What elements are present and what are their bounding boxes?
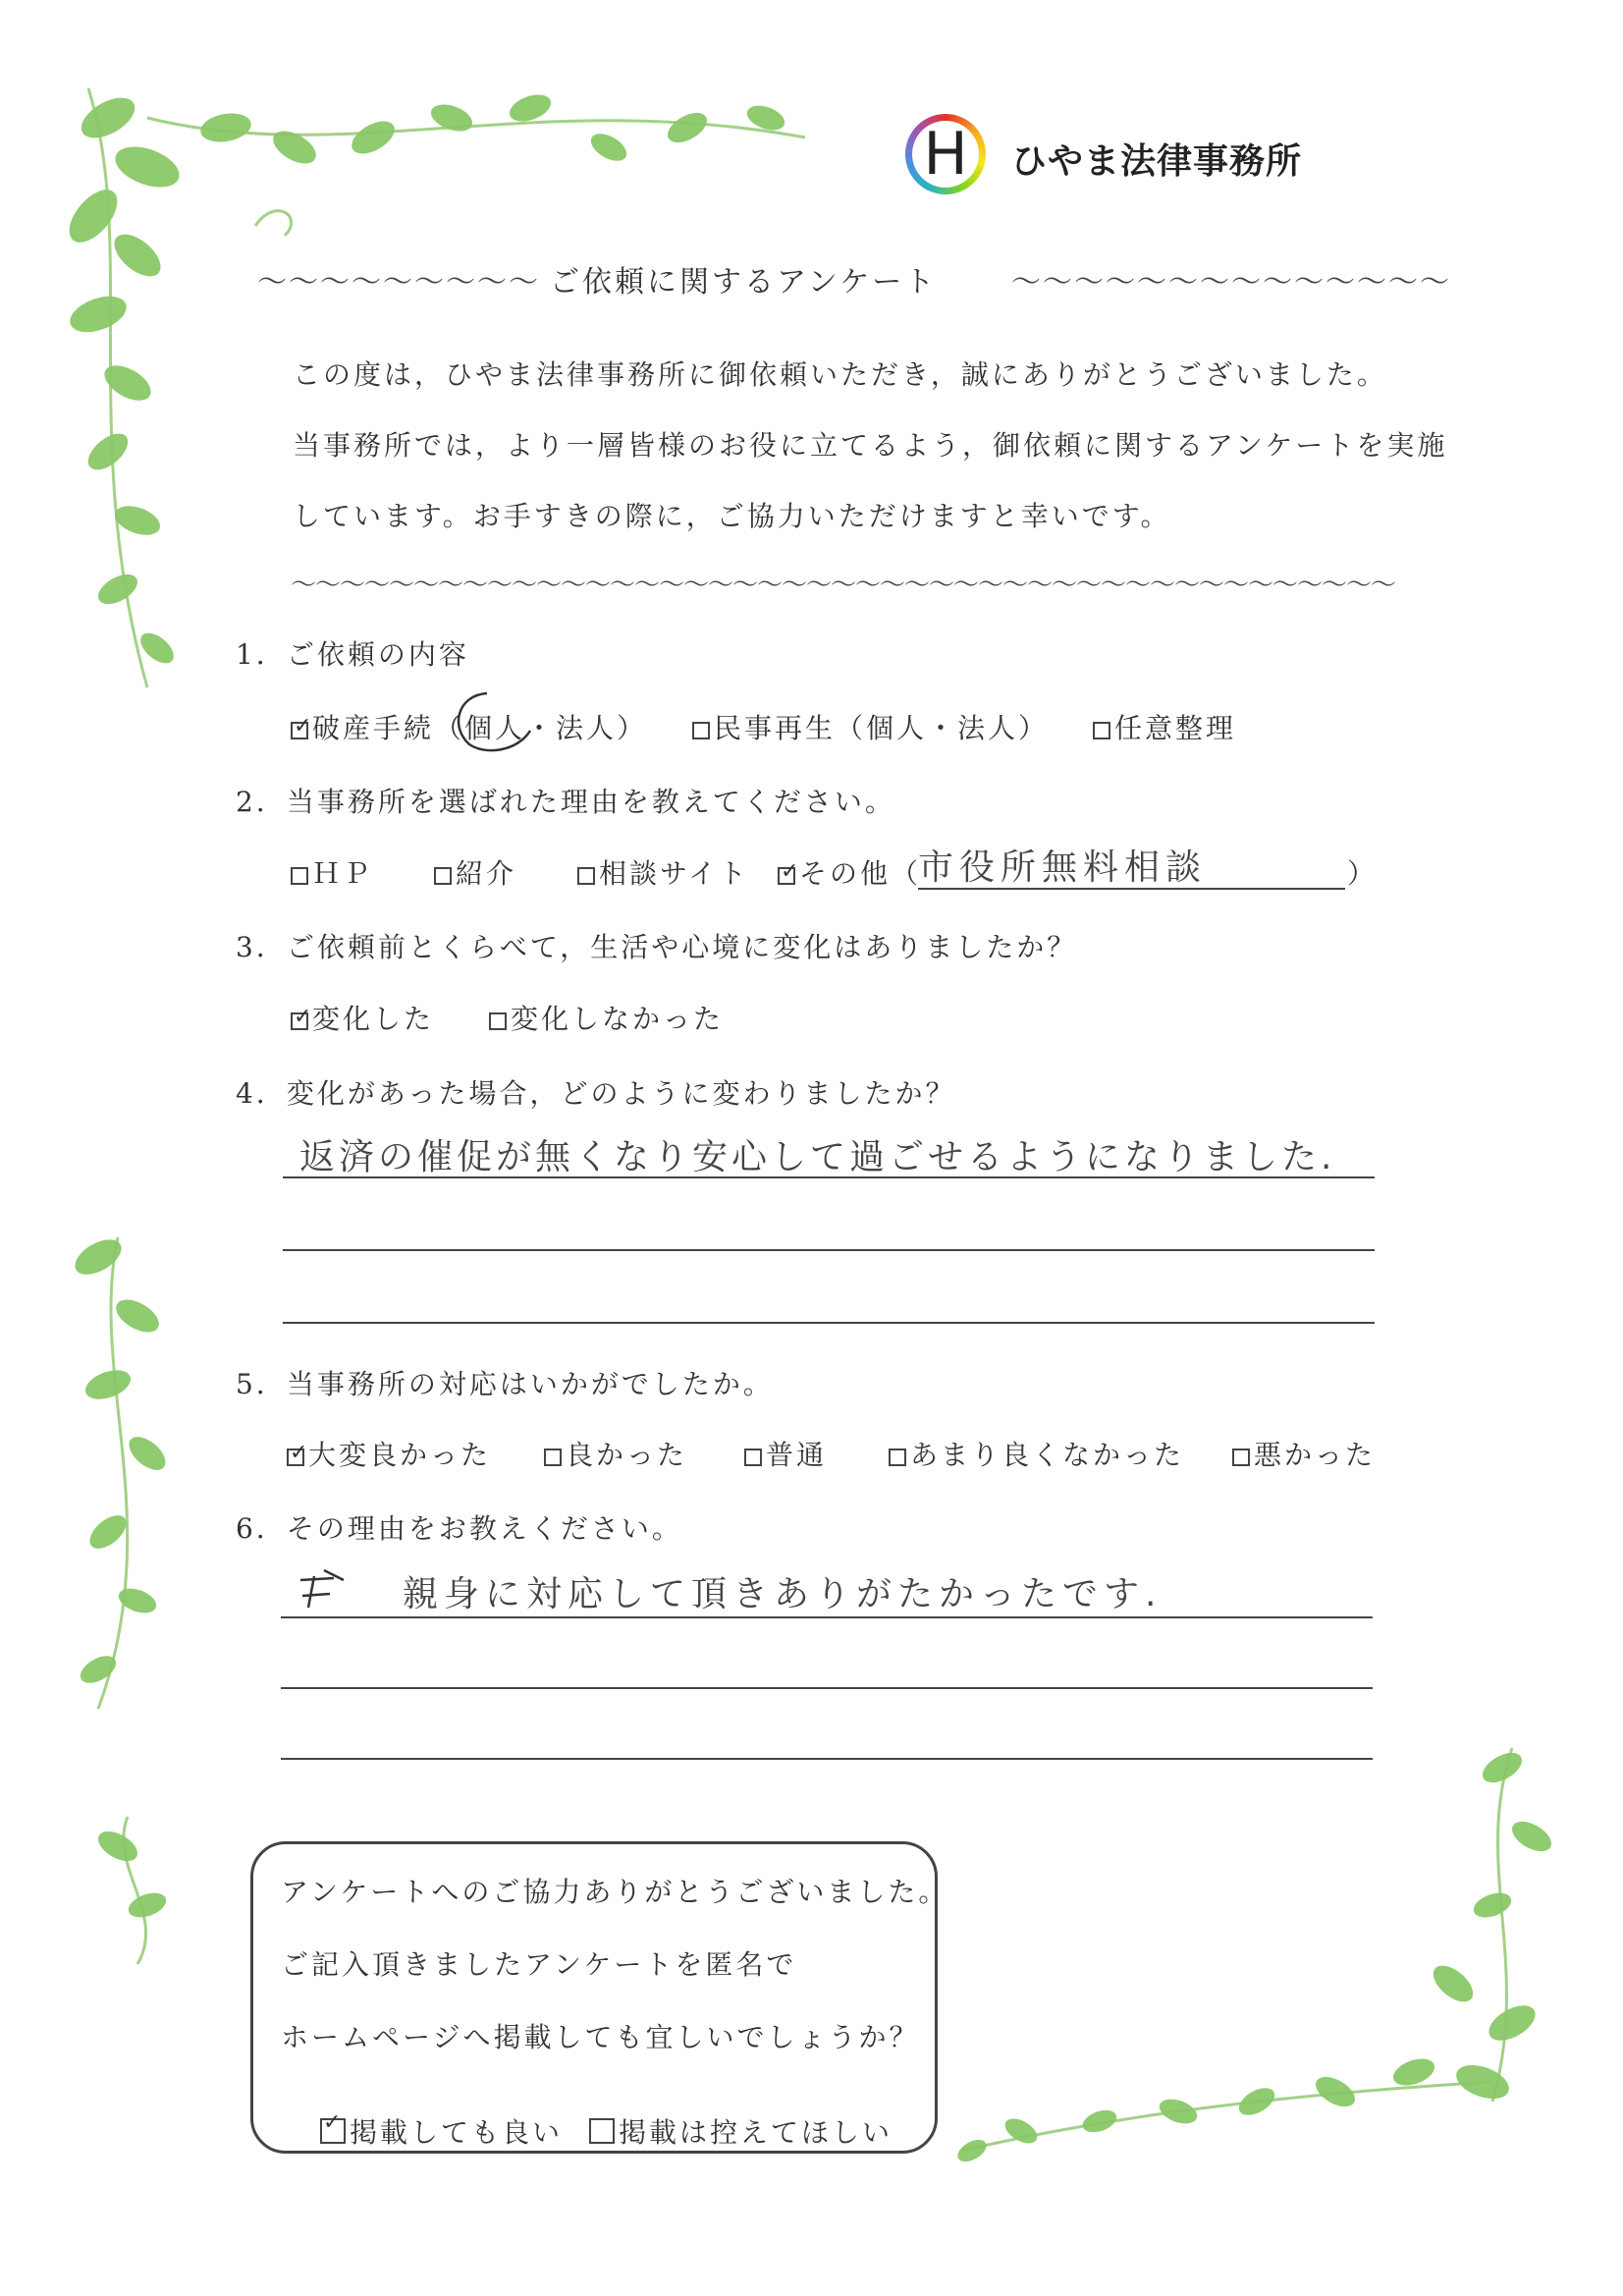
q2-other-answer[interactable]: 市役所無料相談	[918, 847, 1208, 888]
q2-option-other[interactable]	[778, 852, 921, 892]
intro-line-1: この度は，ひやま法律事務所に御依頼いただき，誠にありがとうございました。	[293, 358, 1387, 391]
closing-line-2: ご記入頂きましたアンケートを匿名で	[281, 1948, 797, 1981]
q4-answer[interactable]: 返済の催促が無くなり安心して過ごせるようになりました.	[299, 1137, 1336, 1177]
option-label: 任意整理	[1114, 712, 1237, 744]
q2-close-paren: ）	[1347, 857, 1379, 890]
q6-answer-line-2	[281, 1687, 1373, 1689]
option-label: 大変良かった	[308, 1439, 492, 1471]
q6-answer[interactable]: 親身に対応して頂きありがたかったです.	[403, 1574, 1163, 1614]
closing-line-3: ホームページへ掲載しても宜しいでしょうか？	[281, 2021, 920, 2053]
checkbox-unchecked[interactable]	[744, 1449, 762, 1466]
option-label: その他（	[799, 857, 922, 890]
q5-option-average[interactable]	[744, 1434, 827, 1473]
q1-option-civil-rehabilitation[interactable]	[692, 707, 1049, 746]
consent-option-allow[interactable]	[320, 2111, 563, 2151]
option-label: 変化した	[312, 1003, 435, 1035]
checkbox-unchecked[interactable]	[1232, 1449, 1250, 1466]
title-tilde-right: 〜〜〜〜〜〜〜〜〜〜〜〜〜〜	[1011, 265, 1451, 300]
q5-option-good[interactable]	[544, 1434, 687, 1473]
option-label: あまり良くなかった	[910, 1439, 1185, 1471]
checkbox-unchecked[interactable]	[692, 722, 710, 739]
q4-answer-line-2	[283, 1249, 1375, 1251]
q2-option-consult-site[interactable]	[577, 852, 749, 892]
logo-letter: H	[912, 121, 979, 188]
option-label: 掲載は控えてほしい	[619, 2116, 893, 2149]
checkbox-checked[interactable]	[291, 1012, 308, 1030]
q2-label: 2．当事務所を選ばれた理由を教えてください。	[236, 786, 895, 818]
intro-line-2: 当事務所では，より一層皆様のお役に立てるよう，御依頼に関するアンケートを実施	[293, 429, 1448, 462]
option-label: 相談サイト	[599, 857, 750, 890]
checkbox-unchecked[interactable]	[577, 867, 595, 885]
checkbox-unchecked[interactable]	[589, 2118, 615, 2144]
intro-line-3: しています。お手すきの際に，ご協力いただけますと幸いです。	[293, 500, 1171, 532]
checkbox-unchecked[interactable]	[291, 867, 308, 885]
q1-option-voluntary-arrangement[interactable]	[1093, 707, 1236, 746]
survey-title: ご依頼に関するアンケート	[550, 265, 938, 300]
checkbox-unchecked[interactable]	[434, 867, 452, 885]
checkbox-unchecked[interactable]	[889, 1449, 906, 1466]
option-label: 民事再生（個人・法人）	[714, 712, 1050, 744]
consent-option-decline[interactable]	[589, 2111, 893, 2151]
checkbox-unchecked[interactable]	[1093, 722, 1110, 739]
q6-answer-line-3	[281, 1758, 1373, 1760]
option-label: 良かった	[566, 1439, 688, 1471]
q2-option-hp[interactable]	[291, 852, 373, 892]
q6-label: 6．その理由をお教えください。	[236, 1512, 682, 1545]
option-label: 変化しなかった	[511, 1003, 725, 1035]
option-label: 悪かった	[1254, 1439, 1377, 1471]
q5-option-bad[interactable]	[1232, 1434, 1376, 1473]
checkbox-unchecked[interactable]	[544, 1449, 562, 1466]
q5-option-not-very-good[interactable]	[889, 1434, 1184, 1473]
checkbox-checked[interactable]	[291, 722, 308, 739]
checkbox-unchecked[interactable]	[489, 1012, 507, 1030]
checkbox-checked[interactable]	[320, 2118, 346, 2144]
title-tilde-left: 〜〜〜〜〜〜〜〜〜	[257, 265, 540, 300]
handwritten-circle-mark	[448, 687, 536, 756]
handwritten-scribble-mark	[295, 1566, 353, 1615]
intro-divider: 〜〜〜〜〜〜〜〜〜〜〜〜〜〜〜〜〜〜〜〜〜〜〜〜〜〜〜〜〜〜〜〜〜〜〜〜〜〜〜〜〜〜〜〜〜	[291, 571, 1396, 600]
q3-option-not-changed[interactable]	[489, 998, 724, 1037]
q1-label: 1．ご依頼の内容	[236, 638, 469, 671]
q5-label: 5．当事務所の対応はいかがでしたか。	[236, 1368, 774, 1400]
firm-logo	[905, 114, 986, 194]
option-label: 紹介	[456, 857, 517, 890]
checkbox-checked[interactable]	[778, 867, 795, 885]
firm-name: ひやま法律事務所	[1011, 140, 1303, 182]
q2-other-underline	[918, 888, 1345, 890]
q2-option-referral[interactable]	[434, 852, 516, 892]
checkbox-checked[interactable]	[287, 1449, 304, 1466]
q4-answer-line-3	[283, 1322, 1375, 1324]
q3-label: 3．ご依頼前とくらべて，生活や心境に変化はありましたか？	[236, 931, 1078, 963]
option-label: 破産手続（個人・法人）	[312, 712, 648, 744]
option-label: 普通	[766, 1439, 828, 1471]
option-label: 掲載しても良い	[350, 2116, 564, 2149]
q3-option-changed[interactable]	[291, 998, 434, 1037]
closing-line-1: アンケートへのご協力ありがとうございました。	[281, 1876, 949, 1908]
option-label: ＨＰ	[312, 857, 374, 890]
q4-answer-line-1	[283, 1176, 1375, 1178]
q4-label: 4．変化があった場合，どのように変わりましたか？	[236, 1077, 956, 1110]
q5-option-very-good[interactable]	[287, 1434, 491, 1473]
q6-answer-line-1	[281, 1616, 1373, 1618]
